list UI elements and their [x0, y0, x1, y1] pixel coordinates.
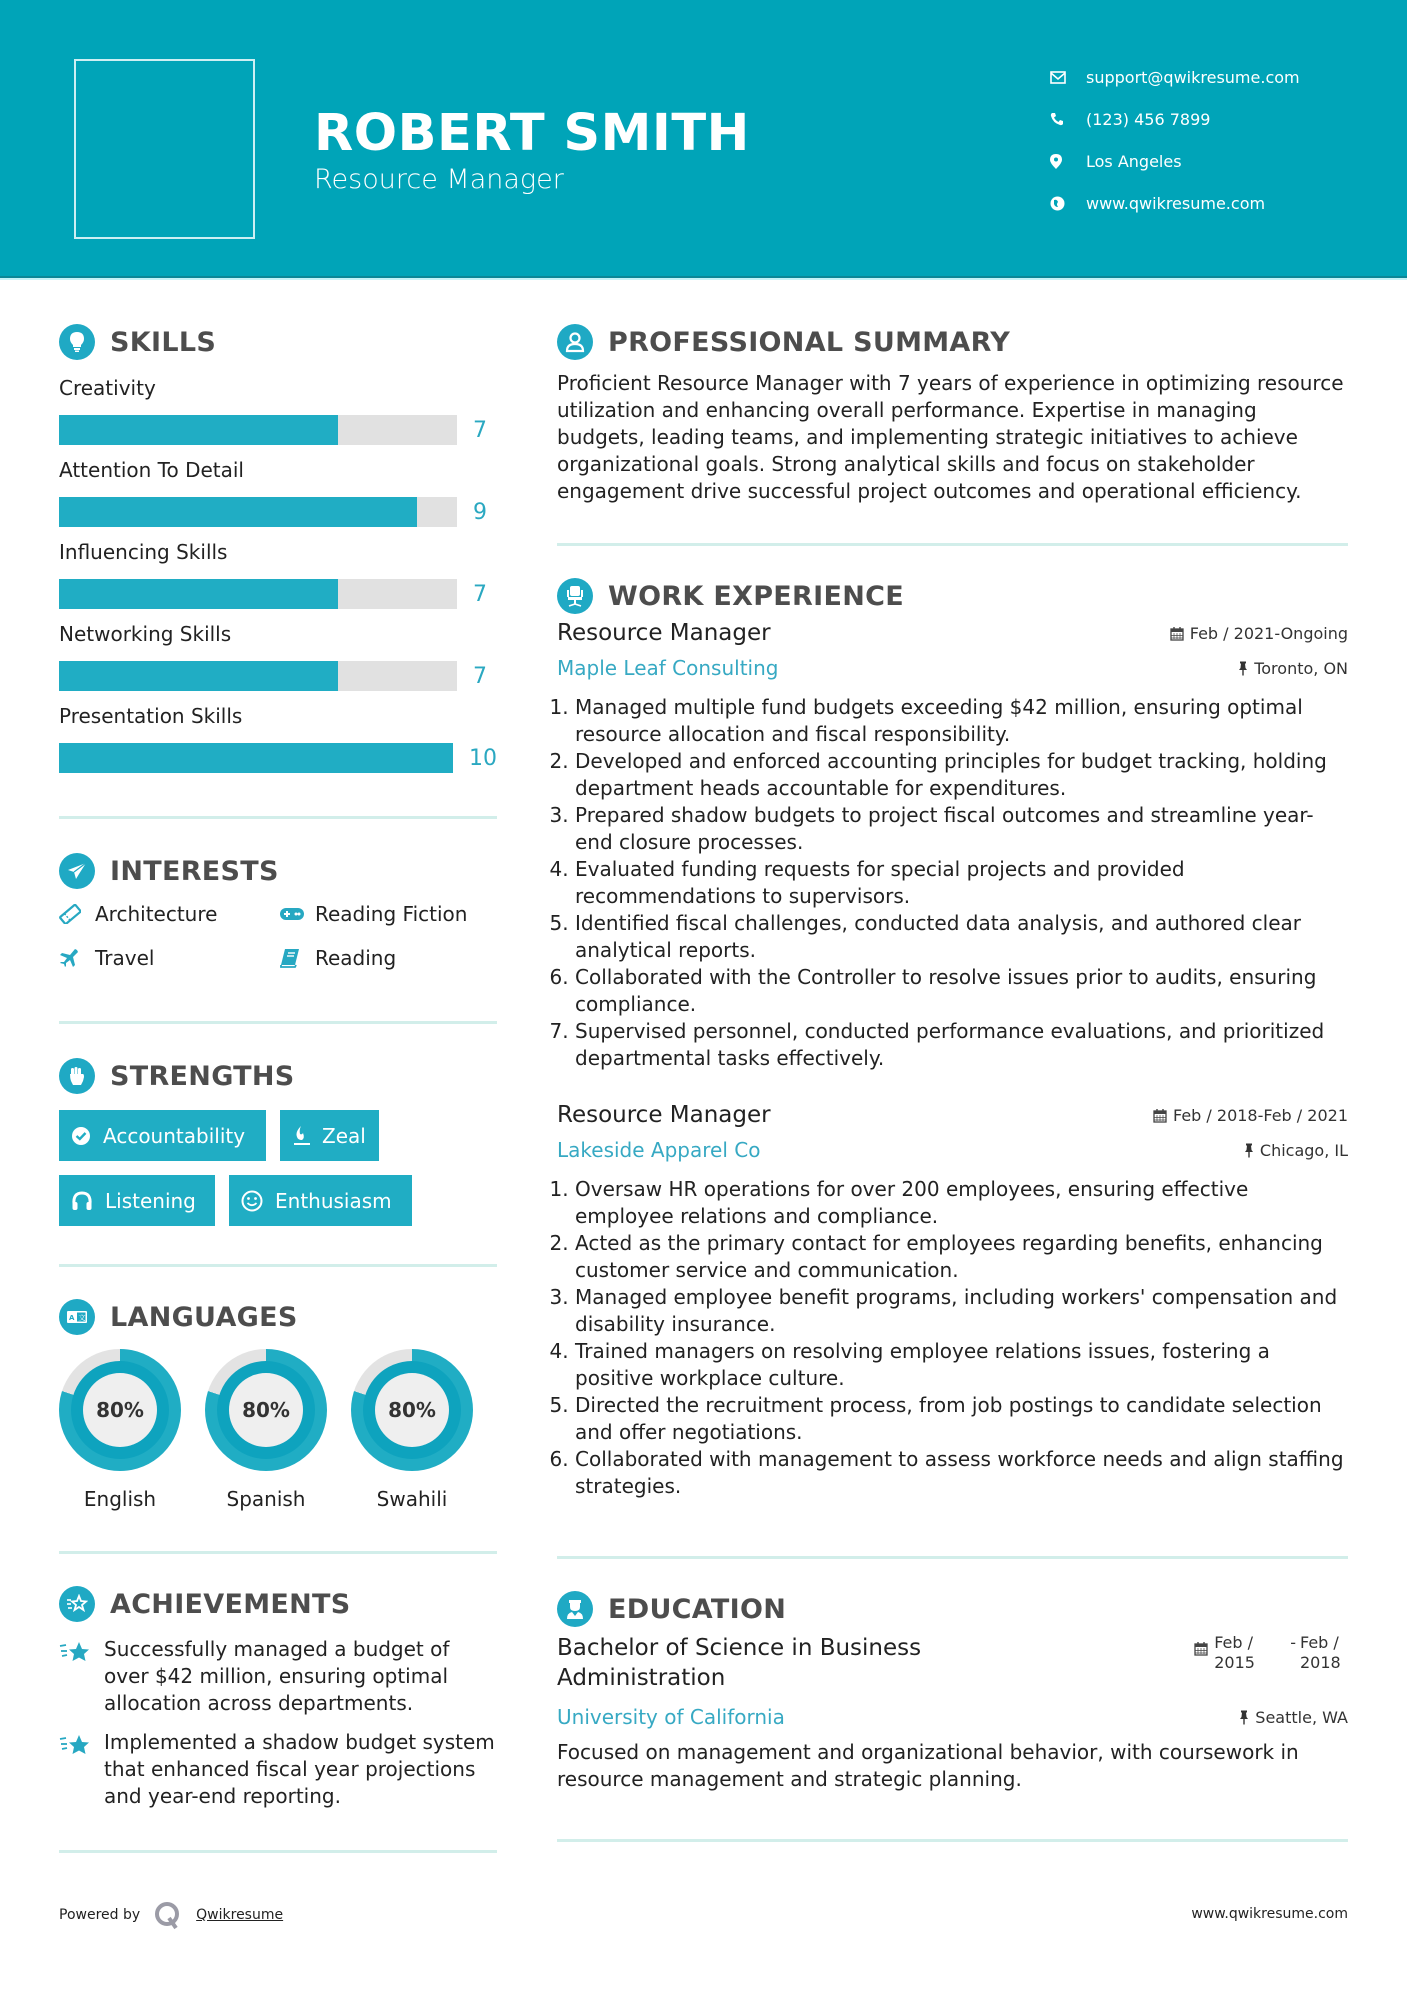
book-icon [279, 947, 309, 969]
interests-list [59, 901, 497, 971]
contact-website[interactable] [1050, 182, 1300, 224]
section-divider [59, 1264, 497, 1267]
contact-website-text: www.qwikresume.com [1086, 193, 1266, 213]
skill-label: Networking Skills [59, 622, 232, 646]
skills-heading: SKILLS [59, 320, 497, 364]
strength-chip: Enthusiasm [229, 1175, 412, 1226]
language-name: Spanish [226, 1487, 306, 1511]
skill-bar [59, 661, 457, 691]
lightbulb-icon [59, 324, 95, 360]
interest-item: Travel [59, 945, 279, 971]
language-percent: 80% [83, 1373, 157, 1447]
duty-item: 2. Developed and enforced accounting principles for budget tracking, holding department heads accountable for expenditures. [575, 748, 1348, 802]
achievement-item [59, 1636, 497, 1717]
paper-plane-icon [59, 853, 95, 889]
powered-by: Powered by Qwikresume [59, 1900, 283, 1930]
skill-label: Presentation Skills [59, 704, 243, 728]
job-title: Resource Manager [557, 620, 771, 646]
section-divider [557, 1839, 1348, 1842]
language-donut [205, 1349, 327, 1471]
calendar-icon [1170, 626, 1184, 641]
star-icon [59, 1729, 104, 1810]
summary-section [557, 320, 1348, 505]
education-description: Focused on management and organizational behavior, with coursework in resource management and strategic planning. [557, 1740, 1299, 1791]
contact-phone-text: (123) 456 7899 [1086, 109, 1211, 129]
office-chair-icon [557, 578, 593, 614]
plane-icon [59, 948, 89, 968]
interest-item: Architecture [59, 901, 279, 927]
section-divider [59, 1850, 497, 1853]
skill-value: 10 [469, 745, 497, 771]
right-column [557, 320, 1348, 1842]
skill-bar [59, 497, 457, 527]
duty-item: 3. Managed employee benefit programs, including workers' compensation and disability insurance. [575, 1284, 1348, 1338]
achievements-heading: ACHIEVEMENTS [59, 1582, 497, 1626]
section-divider [59, 816, 497, 819]
strengths-list [59, 1110, 479, 1226]
pushpin-icon [1244, 1143, 1254, 1158]
strength-chip: Listening [59, 1175, 215, 1226]
languages-list [59, 1349, 497, 1511]
education-start: Feb / 2015 [1214, 1633, 1255, 1672]
language-name: Swahili [376, 1487, 448, 1511]
duty-item: 7. Supervised personnel, conducted performance evaluations, and prioritized departmental tasks effectively. [575, 1018, 1348, 1072]
duties-list [557, 694, 1348, 1072]
gamepad-icon [279, 906, 309, 922]
pushpin-icon [1238, 661, 1248, 676]
duty-item: 6. Collaborated with the Controller to resolve issues prior to audits, ensuring compliance. [575, 964, 1348, 1018]
svg-text:A: A [69, 1314, 75, 1322]
fire-icon [292, 1125, 310, 1147]
experience-section [557, 574, 1348, 1500]
skill-item [59, 704, 497, 774]
candidate-name: ROBERT SMITH [314, 104, 750, 163]
interest-item: Reading Fiction [279, 901, 499, 927]
strength-chip: Accountability [59, 1110, 266, 1161]
languages-heading: A 文 LANGUAGES [59, 1295, 497, 1339]
pushpin-icon [1239, 1710, 1249, 1725]
duty-item: 1. Managed multiple fund budgets exceeding $42 million, ensuring optimal resource allocation and fiscal responsibility. [575, 694, 1348, 748]
duty-item: 4. Evaluated funding requests for special projects and provided recommendations to supervisors. [575, 856, 1348, 910]
job-location: Toronto, ON [1238, 659, 1348, 678]
contact-location-text: Los Angeles [1086, 151, 1182, 171]
skills-section [59, 320, 497, 774]
section-divider [557, 1556, 1348, 1559]
profile-photo-placeholder [74, 59, 255, 239]
job-dates: Feb / 2021-Ongoing [1170, 624, 1348, 643]
globe-icon [1050, 196, 1086, 211]
map-marker-icon [1050, 154, 1086, 169]
contact-email[interactable] [1050, 56, 1300, 98]
section-divider [59, 1021, 497, 1024]
fist-icon [59, 1058, 95, 1094]
duty-item: 3. Prepared shadow budgets to project fiscal outcomes and streamline year-end closure processes. [575, 802, 1348, 856]
company-name: Lakeside Apparel Co [557, 1138, 761, 1162]
achievement-item [59, 1729, 497, 1810]
svg-text:文: 文 [78, 1314, 86, 1322]
summary-heading: PROFESSIONAL SUMMARY [557, 320, 1348, 364]
skill-value: 7 [473, 417, 487, 443]
summary-text: Proficient Resource Manager with 7 years of experience in optimizing resource utilization and enhancing overall performance. Expertise in managing budgets, leading teams, and implementing strategic initiatives to achieve organizational goals. Strong analytical skills and focus on stakeholder engagement drive successful project outcomes and operational efficiency. [557, 371, 1344, 503]
achievement-text: Successfully managed a budget of over $42 million, ensuring optimal allocation across departments. [104, 1637, 450, 1715]
skill-label: Influencing Skills [59, 540, 228, 564]
strength-chip: Zeal [280, 1110, 379, 1161]
education-section [557, 1587, 1348, 1793]
section-divider [557, 543, 1348, 546]
language-percent: 80% [229, 1373, 303, 1447]
job-location: Chicago, IL [1244, 1141, 1348, 1160]
language-name: English [83, 1487, 157, 1511]
skill-value: 7 [473, 581, 487, 607]
language-item [351, 1349, 473, 1511]
header-banner [0, 0, 1407, 276]
skill-bar [59, 743, 453, 773]
ticket-icon [59, 904, 89, 924]
headphones-icon [71, 1191, 93, 1211]
interest-item: Reading [279, 945, 499, 971]
calendar-icon [1153, 1108, 1167, 1123]
skill-item [59, 458, 497, 528]
education-heading: EDUCATION [557, 1587, 1348, 1631]
calendar-icon [1194, 1641, 1208, 1656]
experience-heading: WORK EXPERIENCE [557, 574, 1348, 618]
section-divider [59, 1551, 497, 1554]
company-name: Maple Leaf Consulting [557, 656, 779, 680]
duty-item: 4. Trained managers on resolving employee relations issues, fostering a positive workplace culture. [575, 1338, 1348, 1392]
education-location: Seattle, WA [1239, 1708, 1348, 1727]
interests-heading: INTERESTS [59, 849, 497, 893]
language-item [205, 1349, 327, 1511]
skill-label: Attention To Detail [59, 458, 244, 482]
skill-bar [59, 415, 457, 445]
phone-icon [1050, 112, 1086, 126]
school-name: University of California [557, 1705, 785, 1729]
duty-item: 6. Collaborated with management to assess workforce needs and align staffing strategies. [575, 1446, 1348, 1500]
language-donut [351, 1349, 473, 1471]
education-dates: Feb / 2015 - Feb / 2018 [1194, 1633, 1348, 1673]
header-divider [0, 276, 1407, 280]
interests-section [59, 849, 497, 971]
contact-email-text: support@qwikresume.com [1086, 67, 1300, 87]
job-dates: Feb / 2018-Feb / 2021 [1153, 1106, 1348, 1125]
star-icon [59, 1636, 104, 1717]
contact-list [1050, 56, 1300, 224]
contact-phone[interactable] [1050, 98, 1300, 140]
strengths-heading: STRENGTHS [59, 1054, 497, 1098]
skill-item [59, 622, 497, 692]
qwikresume-logo-icon [154, 1900, 182, 1930]
duty-item: 1. Oversaw HR operations for over 200 employees, ensuring effective employee relations and compliance. [575, 1176, 1348, 1230]
smile-icon [241, 1190, 263, 1212]
contact-location [1050, 140, 1300, 182]
achievement-text: Implemented a shadow budget system that enhanced fiscal year projections and year-end reporting. [104, 1730, 495, 1808]
skill-label: Creativity [59, 376, 156, 400]
skill-item [59, 540, 497, 610]
job-entry [557, 1102, 1348, 1500]
translate-icon [59, 1299, 95, 1335]
duties-list [557, 1176, 1348, 1500]
strengths-section [59, 1054, 497, 1226]
language-donut [59, 1349, 181, 1471]
skill-value: 9 [473, 499, 487, 525]
degree-title: Bachelor of Science in Business Administration [557, 1635, 922, 1691]
duty-item: 2. Acted as the primary contact for employees regarding benefits, enhancing customer service and communication. [575, 1230, 1348, 1284]
star-badge-icon [59, 1586, 95, 1622]
achievements-section [59, 1582, 497, 1810]
language-percent: 80% [375, 1373, 449, 1447]
qwikresume-link[interactable]: Qwikresume [196, 1907, 284, 1923]
duty-item: 5. Identified fiscal challenges, conducted data analysis, and authored clear analytical reports. [575, 910, 1348, 964]
skill-bar [59, 579, 457, 609]
envelope-icon [1050, 71, 1086, 84]
skill-value: 7 [473, 663, 487, 689]
user-icon [557, 324, 593, 360]
job-entry [557, 620, 1348, 1072]
languages-section [59, 1295, 497, 1511]
graduate-icon [557, 1591, 593, 1627]
skill-item [59, 376, 497, 446]
left-column [59, 320, 497, 1853]
duty-item: 5. Directed the recruitment process, from job postings to candidate selection and offer negotiations. [575, 1392, 1348, 1446]
job-title: Resource Manager [557, 1102, 771, 1128]
language-item [59, 1349, 181, 1511]
education-end: Feb / 2018 [1300, 1633, 1341, 1672]
candidate-title: Resource Manager [314, 164, 564, 195]
check-circle-icon [71, 1126, 91, 1146]
footer-website[interactable]: www.qwikresume.com [1191, 1906, 1348, 1922]
